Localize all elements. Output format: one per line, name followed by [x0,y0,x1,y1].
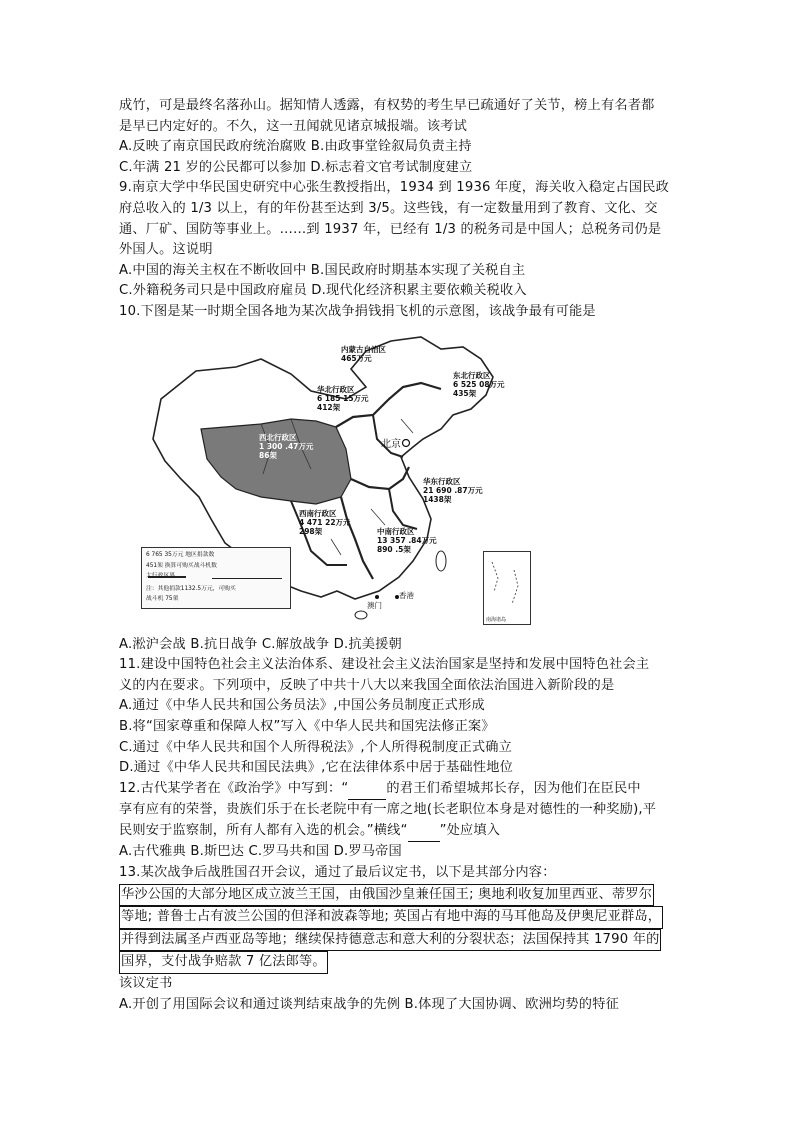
question-stem: 13.某次战争后战胜国召开会议，通过了最后议定书，以下是其部分内容： [119,865,556,881]
fill-blank [408,821,440,843]
question-8-tail [119,96,679,178]
label-xinan: 西南行政区 4 471 22万元 298架 [299,508,351,536]
text-line: 府总收入的 1/3 以上，有的年份甚至达到 3/5。这些钱，有一定数量用到了教育、文化、交 [119,200,658,216]
quoted-text-line [119,906,679,929]
legend-item: 大行政区界 [146,572,175,579]
boxed-text: 等地; 普鲁士占有波兰公国的但泽和波森等地; 英国占有地中海的马耳他岛及伊奥尼亚群岛， [119,906,663,929]
text-line: 通、厂矿、国防等事业上。……到 1937 年，已经有 1/3 的税务司是中国人；总税务司仍是 [119,221,662,237]
donation-map [141,329,541,629]
question-stem: 10.下图是某一时期全国各地为某次战争捐钱捐飞机的示意图，该战争最有可能是 [119,303,596,319]
legend-note: 注：其他捐款1132.5万元，可购买 [146,585,236,592]
boxed-text: 并得到法属圣卢西亚岛等地；继续保持德意志和意大利的分裂状态；法国保持其 1790 年的 [119,929,661,952]
option-line: A.开创了用国际会议和通过谈判结束战争的先例 B.体现了大国协调、欧洲均势的特征 [119,996,619,1012]
option-line: D.通过《中华人民共和国民法典》,它在法律体系中居于基础性地位 [119,760,513,776]
text-line: 成竹，可是最终名落孙山。据知情人透露，有权势的考生早已疏通好了关节，榜上有名者都 [119,98,655,113]
option-line: A.古代雅典 B.斯巴达 C.罗马共和国 D.罗马帝国 [119,844,402,860]
option-line: A.反映了南京国民政府统治腐败 B.由政事堂铨叙局负责主持 [119,139,472,155]
inset-figure [484,552,530,624]
legend-item: 6 765 35万元 地区捐款数 [146,551,215,558]
label-dongbei: 东北行政区 6 525 08万元 435架 [453,370,505,398]
text-line: 9.南京大学中华民国史研究中心张生教授指出，1934 到 1936 年度，海关收入稳定占国民政 [119,180,670,196]
island-shape [436,551,446,571]
legend-note: 战斗机 75架 [146,595,179,602]
option-line: B.将“国家尊重和保障人权”写入《中华人民共和国宪法修正案》 [119,718,495,734]
question-10 [119,302,679,655]
label-beijing: 北京 [381,438,401,450]
option-line: C.年满 21 岁的公民都可以参加 D.标志着文官考试制度建立 [119,159,473,175]
text-line [119,821,679,843]
fill-blank [348,779,386,801]
label-aomen: 澳门 [367,600,382,610]
legend-item: 451架 换算可购买战斗机数 [146,562,217,569]
text-line: 外国人。这说明 [119,242,213,258]
text-fragment: 12.古代某学者在《政治学》中写到：“ [119,780,349,796]
option-line: C.通过《中华人民共和国个人所得税法》,个人所得税制度正式确立 [119,739,513,755]
quoted-text-line [119,929,679,952]
option-line: C.外籍税务司只是中国政府雇员 D.现代化经济积累主要依赖关税收入 [119,283,527,299]
label-huadong: 华东行政区 21 690 .87万元 1438架 [423,476,483,504]
question-12 [119,779,679,863]
text-line: 义的内在要求。下列项中，反映了中共十八大以来我国全面依法治国进入新阶段的是 [119,677,615,693]
text-line: 该议定书 [119,976,173,992]
text-line [119,779,679,801]
label-zhongnan: 中南行政区 13 357 .84万元 890 .5架 [377,526,437,554]
text-fragment: ”处应填入 [439,822,501,838]
island-shape [355,611,367,619]
inset-caption: 南海诸岛 [486,616,507,623]
macau-marker [375,595,379,599]
question-11 [119,655,679,779]
option-line: A.通过《中华人民共和国公务员法》,中国公务员制度正式形成 [119,698,485,714]
legend-divider [212,578,282,579]
label-xibei: 西北行政区 1 300 .47万元 86架 [259,432,314,460]
exam-page [119,96,679,1015]
question-13 [119,863,679,1015]
map-legend [141,547,291,609]
beijing-marker [403,439,410,446]
text-line: 享有应有的荣誉，贵族们乐于在长老院中有一席之地(长老职位本身是对德性的一种奖励),平 [119,802,657,818]
boxed-text: 国界，支付战争赔款 7 亿法郎等。 [119,951,328,974]
question-9 [119,178,679,302]
option-line: A.淞沪会战 B.抗日战争 C.解放战争 D.抗美援朝 [119,636,402,652]
boxed-text: 华沙公国的大部分地区成立波兰王国，由俄国沙皇兼任国王; 奥地利收复加里西亚、蒂罗尔 [119,884,654,907]
label-xianggang: 香港 [399,590,414,600]
option-line: A.中国的海关主权在不断收回中 B.国民政府时期基本实现了关税自主 [119,262,526,278]
quoted-text-line [119,884,679,907]
label-neimeng: 内蒙古自治区 465万元 [341,344,386,363]
text-fragment: 民则安于监察制，所有人都有入选的机会。”横线“ [119,822,408,838]
south-china-sea-inset [483,551,531,625]
text-line: 是早已内定好的。不久，这一丑闻就见诸京城报端。该考试 [119,118,468,134]
text-fragment: 的君王们希望城邦长存，因为他们在臣民中 [386,780,641,796]
text-line: 11.建设中国特色社会主义法治体系、建设社会主义法治国家是坚持和发展中国特色社会主 [119,657,650,673]
quoted-text-line [119,951,679,974]
label-huabei: 华北行政区 6 185 15万元 412架 [317,384,369,412]
